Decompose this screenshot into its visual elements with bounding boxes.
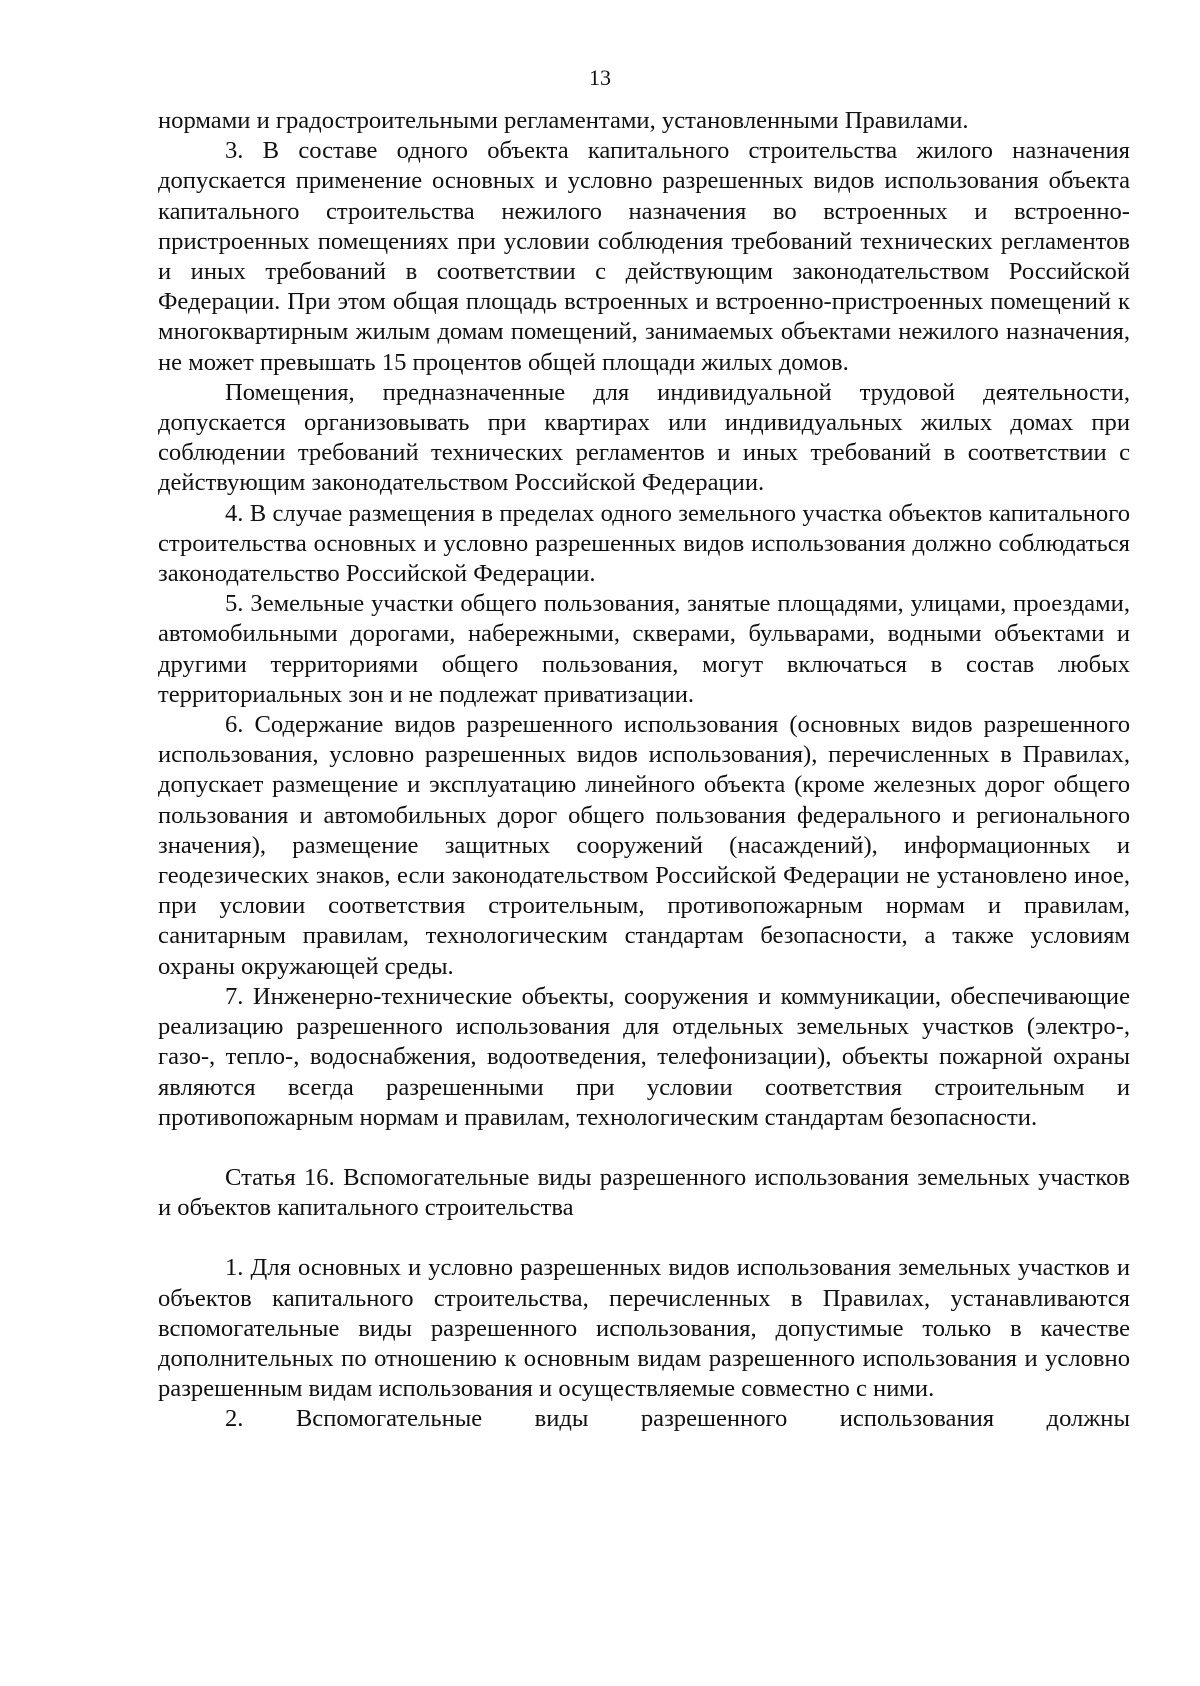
- document-body: [158, 106, 1130, 1435]
- paragraph-item-3: 3. В составе одного объекта капитального строительства жилого назначения допускается применение основных и условно разрешенных видов использования объекта капитального строительства нежилого назначения во встроенных и встроенно-пристроенных помещениях при условии соблюдения требований технических регламентов и иных требований в соответствии с действующим законодательством Российской Федерации. При этом общая площадь встроенных и встроенно-пристроенных помещений к многоквартирным жилым домам помещений, занимаемых объектами нежилого назначения, не может превышать 15 процентов общей площади жилых домов.: [158, 137, 1130, 376]
- article-16-item-2: 2. Вспомогательные виды разрешенного использования должны: [225, 1405, 1130, 1433]
- page-number: 13: [589, 65, 611, 90]
- paragraph-item-4: 4. В случае размещения в пределах одного земельного участка объектов капитального строительства основных и условно разрешенных видов использования должно соблюдаться законодательство Российской Федерации.: [158, 499, 1130, 588]
- paragraph-premises: Помещения, предназначенные для индивидуальной трудовой деятельности, допускается организовывать при квартирах или индивидуальных жилых домах при соблюдении требований технических регламентов и иных требований в соответствии с действующим законодательством Российской Федерации.: [158, 378, 1130, 497]
- paragraph-item-7: 7. Инженерно-технические объекты, сооружения и коммуникации, обеспечивающие реализацию разрешенного использования для отдельных земельных участков (электро-, газо-, тепло-, водоснабжения, водоотведения, телефонизации), объекты пожарной охраны являются всегда разрешенными при условии соответствия строительным и противопожарным нормам и правилам, технологическим стандартам безопасности.: [158, 982, 1130, 1131]
- article-16-heading: Статья 16. Вспомогательные виды разрешенного использования земельных участков и объектов капитального строительства: [158, 1163, 1130, 1222]
- paragraph-item-5: 5. Земельные участки общего пользования, занятые площадями, улицами, проездами, автомобильными дорогами, набережными, скверами, бульварами, водными объектами и другими территориями общего пользования, могут включаться в состав любых территориальных зон и не подлежат приватизации.: [158, 590, 1130, 708]
- article-16-item-1: 1. Для основных и условно разрешенных видов использования земельных участков и объектов капитального строительства, перечисленных в Правилах, устанавливаются вспомогательные виды разрешенного использования, допустимые только в качестве дополнительных по отношению к основным видам разрешенного использования и условно разрешенным видам использования и осуществляемые совместно с ними.: [158, 1254, 1130, 1403]
- paragraph-item-6: 6. Содержание видов разрешенного использования (основных видов разрешенного использования, условно разрешенных видов использования), перечисленных в Правилах, допускает размещение и эксплуатацию линейного объекта (кроме железных дорог общего пользования и автомобильных дорог общего пользования федерального и регионального значения), размещение защитных сооружений (насаждений), информационных и геодезических знаков, если законодательством Российской Федерации не установлено иное, при условии соответствия строительным, противопожарным нормам и правилам, санитарным правилам, технологическим стандартам безопасности, а также условиям охраны окружающей среды.: [158, 711, 1130, 980]
- paragraph-continuation: нормами и градостроительными регламентами, установленными Правилами.: [158, 107, 969, 134]
